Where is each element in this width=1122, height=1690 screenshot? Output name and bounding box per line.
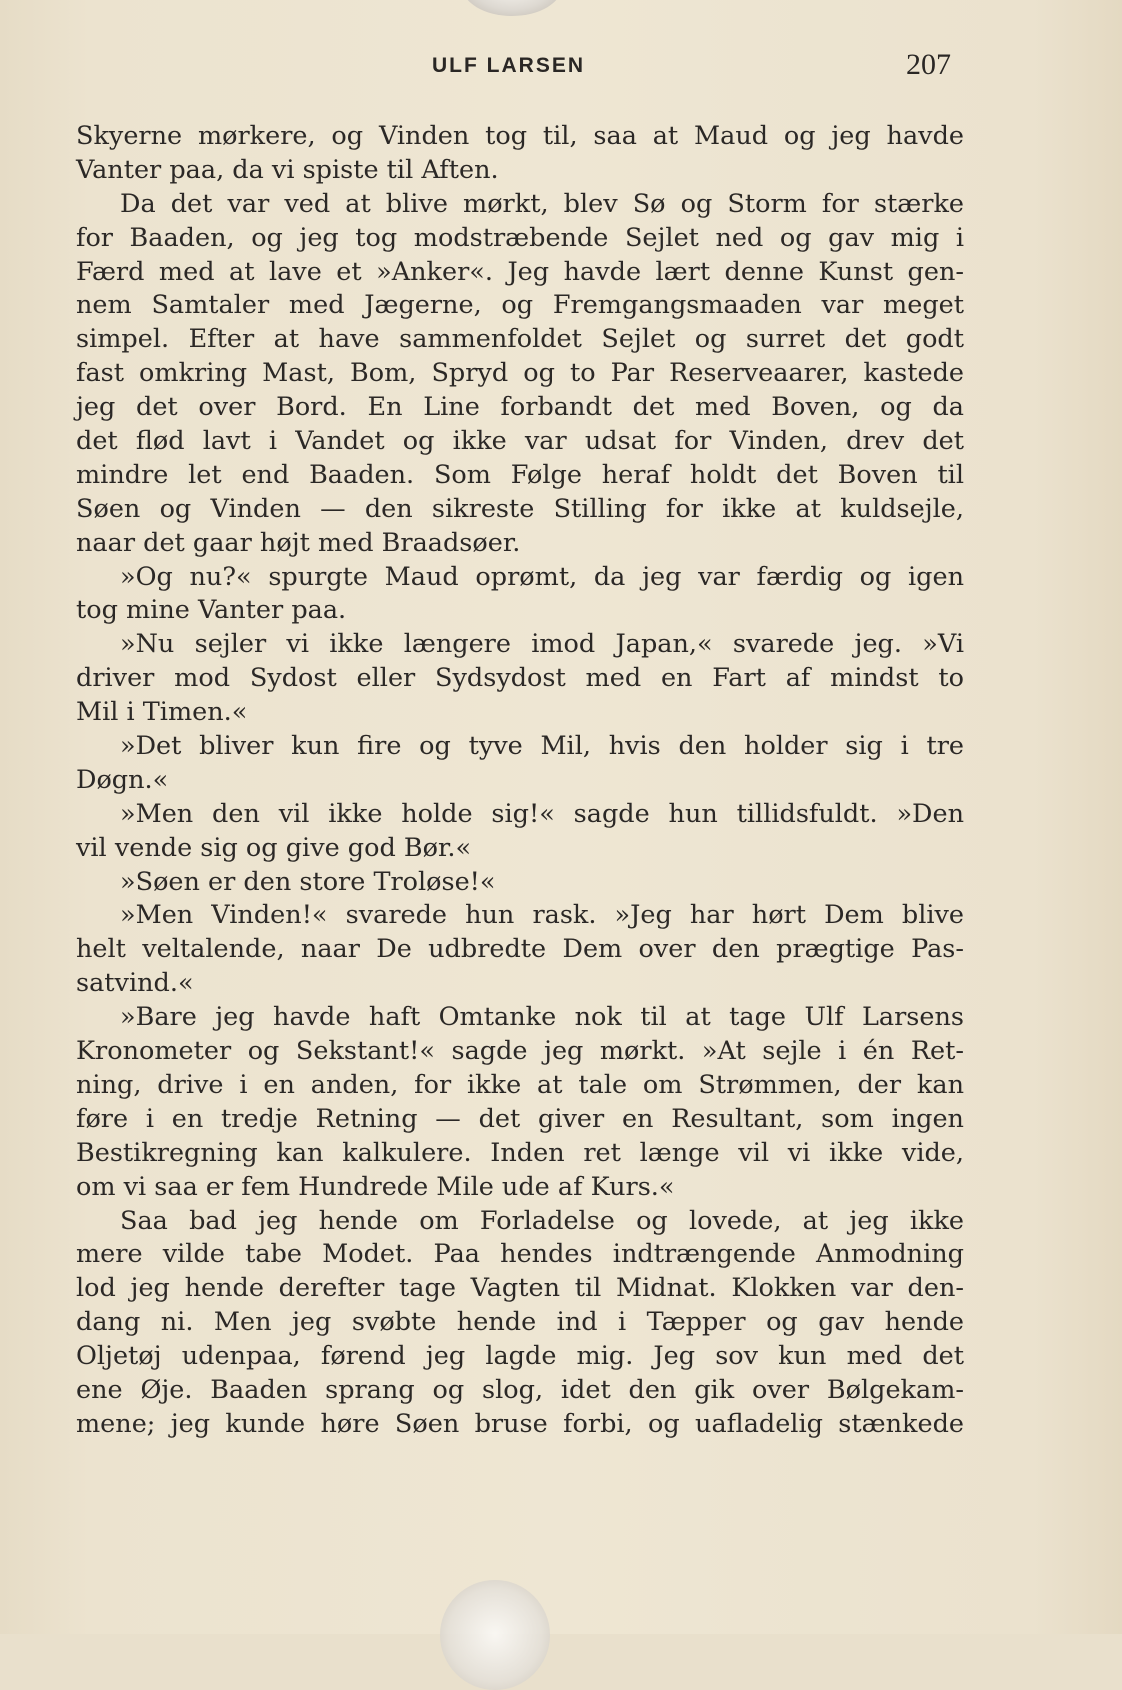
text-line: driver mod Sydost eller Sydsydost med en Fart af mindst to	[76, 663, 964, 694]
running-head: ULF LARSEN	[432, 54, 585, 77]
text-line: jeg det over Bord. En Line forbandt det med Boven, og da	[76, 392, 964, 423]
text-line: det flød lavt i Vandet og ikke var udsat for Vinden, drev det	[76, 426, 964, 457]
text-line: Bestikregning kan kalkulere. Inden ret længe vil vi ikke vide,	[76, 1137, 964, 1168]
text-line: Da det var ved at blive mørkt, blev Sø og Storm for stærke	[120, 188, 964, 219]
text-line: Mil i Timen.«	[76, 697, 248, 728]
text-line: for Baaden, og jeg tog modstræbende Sejlet ned og gav mig i	[76, 222, 964, 253]
text-line: Vanter paa, da vi spiste til Aften.	[76, 154, 499, 185]
text-line: Søen og Vinden — den sikreste Stilling for ikke at kuldsejle,	[76, 493, 964, 524]
text-line: føre i en tredje Retning — det giver en Resultant, som ingen	[76, 1103, 964, 1134]
text-line: »Men den vil ikke holde sig!« sagde hun tillidsfuldt. »Den	[120, 798, 964, 829]
text-line: »Søen er den store Troløse!«	[120, 866, 496, 897]
text-line: mere vilde tabe Modet. Paa hendes indtrængende Anmodning	[76, 1239, 964, 1270]
text-line: naar det gaar højt med Braadsøer.	[76, 527, 521, 558]
text-line: Oljetøj udenpaa, førend jeg lagde mig. Jeg sov kun med det	[76, 1341, 964, 1372]
text-line: Saa bad jeg hende om Forladelse og lovede, at jeg ikke	[120, 1205, 964, 1236]
text-line: satvind.«	[76, 968, 194, 999]
text-line: »Det bliver kun fire og tyve Mil, hvis den holder sig i tre	[120, 731, 964, 762]
text-line: »Nu sejler vi ikke længere imod Japan,« svarede jeg. »Vi	[120, 629, 964, 660]
text-line: vil vende sig og give god Bør.«	[76, 832, 472, 863]
text-line: »Bare jeg havde haft Omtanke nok til at tage Ulf Larsens	[120, 1002, 964, 1033]
text-line: »Og nu?« spurgte Maud oprømt, da jeg var færdig og igen	[120, 561, 964, 592]
punch-hole-bottom	[440, 1580, 550, 1690]
text-line: lod jeg hende derefter tage Vagten til Midnat. Klokken var den-	[76, 1273, 964, 1304]
text-line: »Men Vinden!« svarede hun rask. »Jeg har hørt Dem blive	[120, 900, 964, 931]
text-line: nem Samtaler med Jægerne, og Fremgangsmaaden var meget	[76, 290, 964, 321]
text-line: mindre let end Baaden. Som Følge heraf holdt det Boven til	[76, 459, 964, 490]
text-line: simpel. Efter at have sammenfoldet Sejlet og surret det godt	[76, 324, 964, 355]
text-line: Skyerne mørkere, og Vinden tog til, saa at Maud og jeg havde	[76, 121, 964, 151]
text-line: mene; jeg kunde høre Søen bruse forbi, og uafladelig stænkede	[76, 1408, 964, 1439]
text-line: Døgn.«	[76, 764, 169, 795]
page-header	[0, 48, 1122, 88]
text-line: ning, drive i en anden, for ikke at tale om Strømmen, der kan	[76, 1069, 964, 1100]
text-line: Kronometer og Sekstant!« sagde jeg mørkt. »At sejle i én Ret-	[76, 1036, 964, 1067]
text-line: Færd med at lave et »Anker«. Jeg havde lært denne Kunst gen-	[76, 256, 964, 287]
text-line: fast omkring Mast, Bom, Spryd og to Par Reserveaarer, kastede	[76, 358, 964, 389]
punch-hole-top	[462, 0, 562, 16]
body-text	[76, 120, 964, 1442]
text-line: om vi saa er fem Hundrede Mile ude af Kurs.«	[76, 1171, 675, 1202]
text-line: ene Øje. Baaden sprang og slog, idet den gik over Bølgekam-	[76, 1374, 964, 1405]
text-line: helt veltalende, naar De udbredte Dem over den prægtige Pas-	[76, 934, 964, 965]
text-line: dang ni. Men jeg svøbte hende ind i Tæpper og gav hende	[76, 1307, 964, 1338]
page-number: 207	[906, 48, 951, 81]
text-line: tog mine Vanter paa.	[76, 595, 347, 626]
